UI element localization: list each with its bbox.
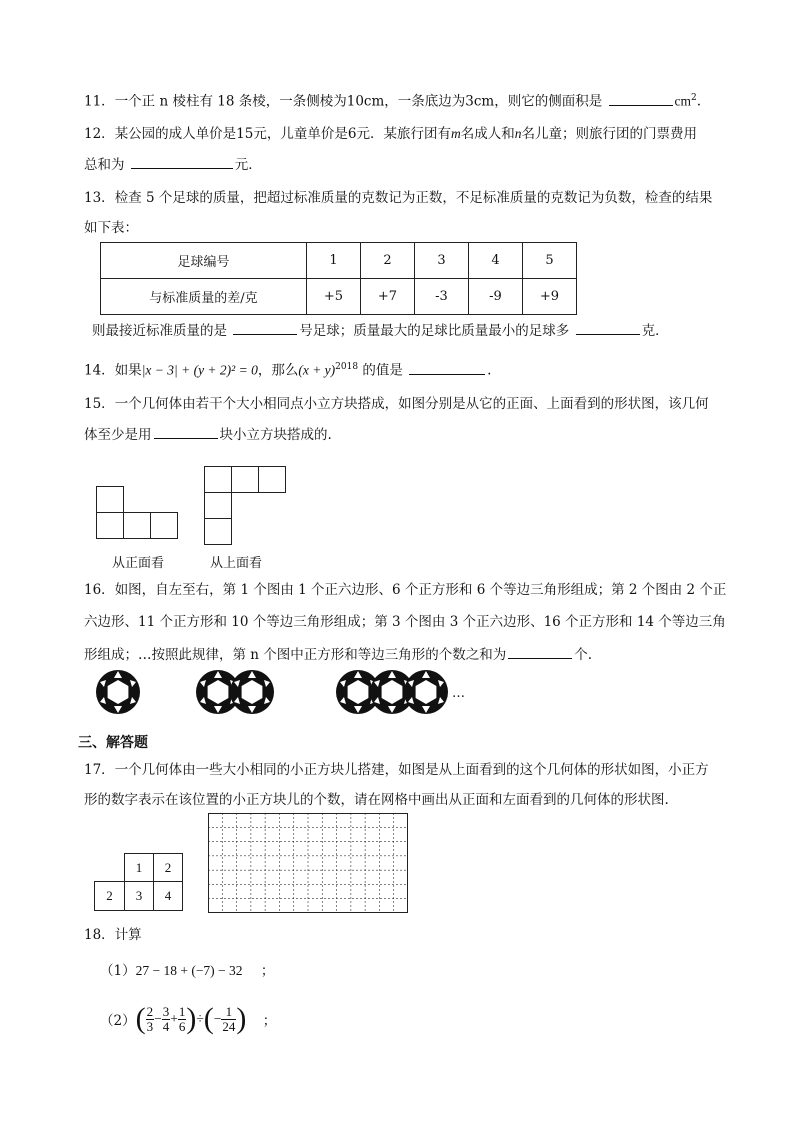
q16-ellipsis: … <box>452 686 465 701</box>
question-13-line-2 <box>84 218 138 238</box>
table-cell: 5 <box>523 243 577 279</box>
grid-cell: 2 <box>153 853 183 882</box>
table-header-label: 足球编号 <box>101 243 307 279</box>
q18-title: 计算 <box>114 927 142 943</box>
q18-part-1-expression: 27 − 18 + (−7) − 32 <box>135 963 243 978</box>
q12-var-n: n <box>514 126 522 141</box>
q18-part-1-label: （1） <box>100 963 136 979</box>
question-12 <box>84 124 697 144</box>
question-16-line-3 <box>84 644 592 665</box>
q17-number: 17． <box>84 762 115 778</box>
q16-text-2: 六边形、11 个正方形和 10 个等边三角形组成；第 3 个图由 3 个正六边形、16 个正方形和 14 个等边三角 <box>84 614 726 630</box>
q14-post: 的值是 <box>362 362 403 379</box>
q14-expression: |x − 3| + (y + 2)² = 0 <box>141 362 258 378</box>
square <box>231 466 259 493</box>
q13-number: 13． <box>84 190 115 206</box>
q13-table <box>100 242 577 315</box>
fraction: $\frac{3}{4}$ <box>162 1003 170 1034</box>
q14-exponent: 2018 <box>335 362 359 372</box>
q16-text-3b: 个. <box>574 647 593 663</box>
q17-text: 一个几何体由一些大小相同的小正方块儿搭建，如图是从上面看到的这个几何体的形状如图，小正方 <box>114 762 709 778</box>
grid-cell: 4 <box>153 881 183 911</box>
hexagon-pattern-figures <box>92 668 452 718</box>
q13-blank-1[interactable] <box>233 320 297 335</box>
square <box>258 466 286 493</box>
square <box>204 518 232 545</box>
q14-number: 14． <box>84 362 115 379</box>
question-13 <box>84 188 712 208</box>
question-12-line-2 <box>84 154 262 175</box>
grid-cell: 3 <box>124 881 154 911</box>
negative-sign: − <box>213 1011 222 1026</box>
table-cell: +5 <box>307 279 361 315</box>
q15-number: 15． <box>84 396 115 412</box>
q13-after-a: 则最接近标准质量的是 <box>92 323 227 339</box>
square <box>204 492 232 519</box>
q13-blank-2[interactable] <box>576 320 640 335</box>
question-13-line-3 <box>92 320 669 341</box>
q18-part-1 <box>100 961 274 981</box>
q15-answer-blank[interactable] <box>154 424 218 439</box>
q11-answer-blank[interactable] <box>609 91 673 106</box>
q16-number: 16． <box>84 582 115 598</box>
q14-end: . <box>487 362 492 379</box>
table-row <box>101 243 577 279</box>
q18-part-2-end: ； <box>262 1013 277 1029</box>
fraction: $\frac{1}{6}$ <box>178 1003 186 1034</box>
grid-cell: 1 <box>124 853 154 882</box>
q18-part-1-end: ； <box>260 963 275 979</box>
q13-after-b: 号足球；质量最大的足球比质量最小的足球多 <box>299 323 570 339</box>
grid-cell: 2 <box>94 881 125 911</box>
q12-unit: 元． <box>234 157 262 173</box>
q13-text-2: 如下表： <box>84 220 138 236</box>
q12-text-3: 名儿童；则旅行团的门票费用 <box>521 126 697 142</box>
q11-number: 11． <box>84 93 115 110</box>
q13-after-c: 克． <box>641 323 669 339</box>
question-16 <box>84 580 726 600</box>
table-cell: 3 <box>415 243 469 279</box>
question-16-line-2 <box>84 612 726 632</box>
pattern-figure-3 <box>336 670 448 714</box>
q14-answer-blank[interactable] <box>409 360 485 375</box>
q15-text-2b: 块小立方块搭成的. <box>219 427 332 443</box>
q18-number: 18． <box>84 927 115 943</box>
q18-part-2: （2）( $\frac{2}{3}$ − $\frac{3}{4}$ + $\frac{1}{6}$ )÷(− $\frac{1}{24}$ ) ； <box>100 1002 277 1035</box>
q12-total-label: 总和为 <box>84 157 125 173</box>
table-cell: 4 <box>469 243 523 279</box>
table-row <box>101 279 577 315</box>
question-18 <box>84 925 142 945</box>
q15-text-2a: 体至少是用 <box>84 427 152 443</box>
q12-var-m: m <box>450 126 461 141</box>
square <box>150 512 178 539</box>
square <box>204 466 232 493</box>
section-heading: 三、解答题 <box>78 735 148 751</box>
q11-text: 一个正 n 棱柱有 18 条棱，一条侧棱为10cm，一条底边为3cm，则它的侧面积是 <box>114 93 603 110</box>
q14-mid: ，那么 <box>257 362 299 379</box>
drawing-grid[interactable] <box>208 813 408 913</box>
question-17-line-2 <box>84 790 669 810</box>
divide-sign: ÷ <box>196 1011 204 1026</box>
plus-sign: + <box>170 1011 178 1026</box>
table-cell: +7 <box>361 279 415 315</box>
q14-expression-2: (x + y) <box>298 362 336 378</box>
table-cell: -3 <box>415 279 469 315</box>
q12-number: 12． <box>84 126 115 142</box>
minus-sign: − <box>154 1011 162 1026</box>
q14-pre: 如果 <box>114 362 142 379</box>
question-14 <box>84 357 491 381</box>
q13-text: 检查 5 个足球的质量，把超过标准质量的克数记为正数，不足标准质量的克数记为负数，检查的结果 <box>114 190 713 206</box>
table-cell: +9 <box>523 279 577 315</box>
pattern-figure-2 <box>196 670 274 714</box>
table-cell: 2 <box>361 243 415 279</box>
front-view-caption: 从正面看 <box>112 556 165 571</box>
square <box>96 512 124 539</box>
q16-answer-blank[interactable] <box>508 644 572 659</box>
q11-unit-exponent: 2 <box>691 93 697 103</box>
question-17 <box>84 760 709 780</box>
table-row-label: 与标准质量的差/克 <box>101 279 307 315</box>
square <box>96 486 124 513</box>
q18-part-2-label: （2） <box>100 1013 136 1029</box>
question-11 <box>84 88 701 112</box>
table-cell: 1 <box>307 243 361 279</box>
fraction: $\frac{1}{24}$ <box>222 1003 236 1034</box>
pattern-figure-1 <box>96 670 140 714</box>
q11-unit: cm <box>674 93 692 109</box>
q12-answer-blank[interactable] <box>131 154 233 169</box>
question-15 <box>84 394 709 414</box>
q12-text-2: 名成人和 <box>460 126 515 142</box>
top-view-caption: 从上面看 <box>210 556 263 571</box>
q16-text-3a: 形组成；…按照此规律，第 n 个图中正方形和等边三角形的个数之和为 <box>84 647 507 663</box>
q11-end: . <box>696 93 702 110</box>
q17-text-2: 形的数字表示在该位置的小正方块儿的个数，请在网格中画出从正面和左面看到的几何体的形状图. <box>84 792 669 808</box>
q16-text: 如图，自左至右，第 1 个图由 1 个正六边形、6 个正方形和 6 个等边三角形组成；第 2 个图由 2 个正 <box>114 582 727 598</box>
table-cell: -9 <box>469 279 523 315</box>
fraction: $\frac{2}{3}$ <box>146 1003 154 1034</box>
square <box>123 512 151 539</box>
question-15-line-2 <box>84 424 332 445</box>
q15-text: 一个几何体由若干个大小相同点小立方块搭成，如图分别是从它的正面、上面看到的形状图，该几何 <box>114 396 709 412</box>
q12-text-1: 某公园的成人单价是15元，儿童单价是6元．某旅行团有 <box>114 126 451 142</box>
